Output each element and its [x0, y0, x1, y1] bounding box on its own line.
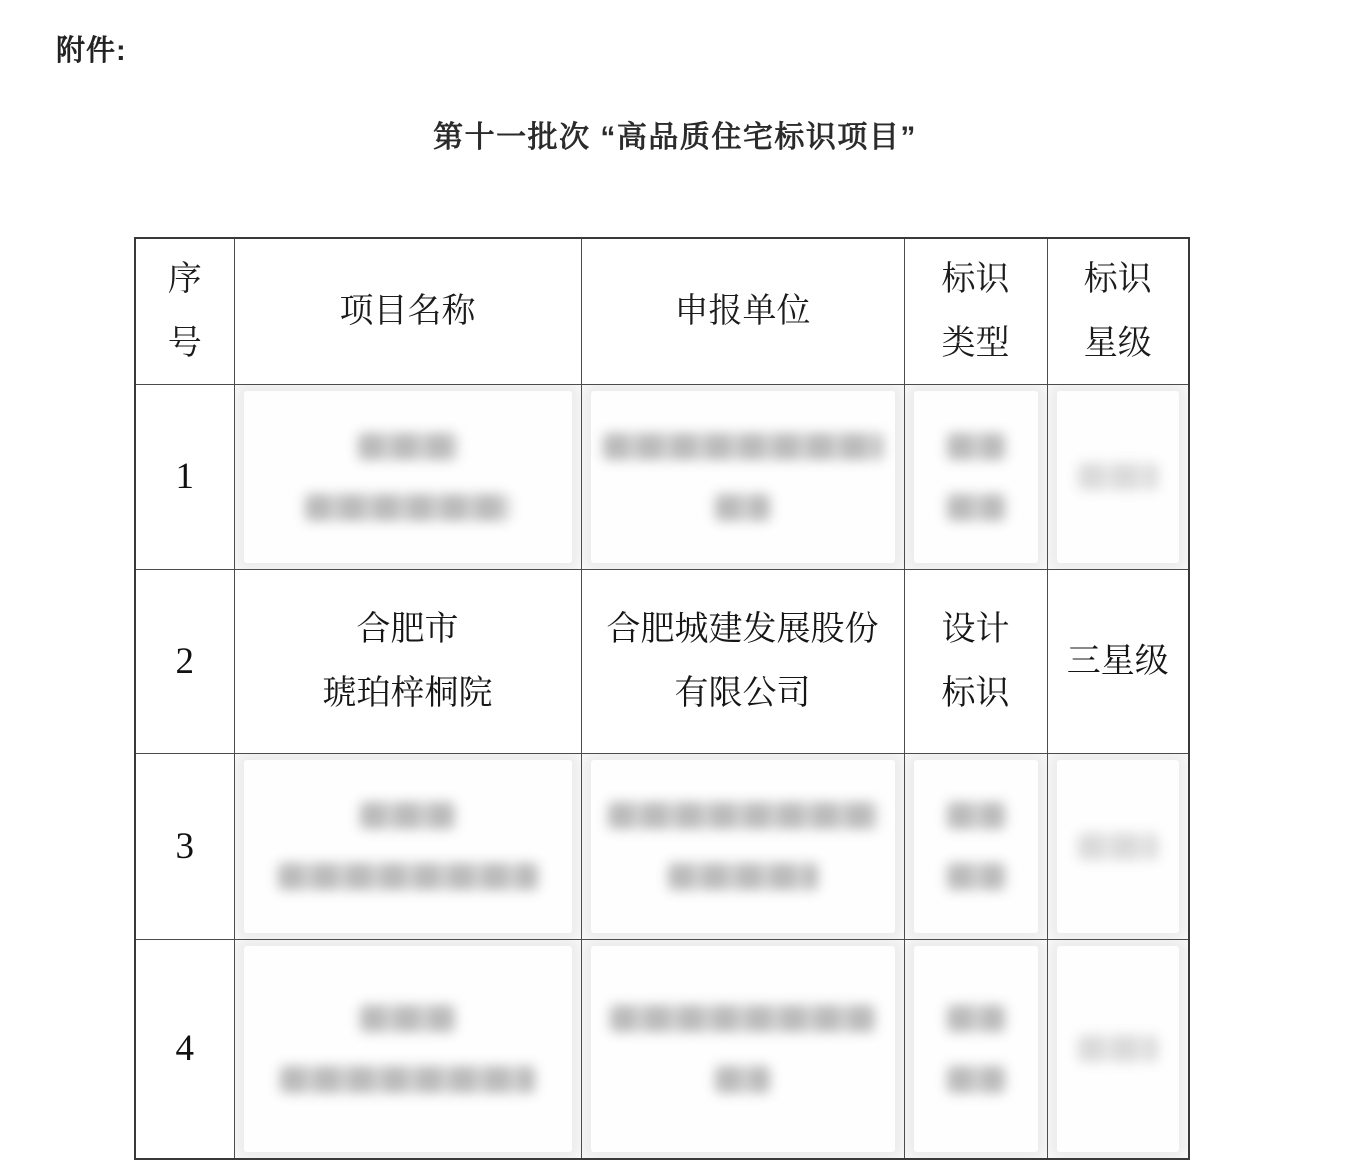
blurred-text-line	[1078, 833, 1158, 860]
header-project-name	[234, 238, 581, 384]
table-row	[135, 753, 1189, 939]
header-label: 标识	[941, 260, 1010, 298]
blurred-text-line	[1078, 1035, 1158, 1062]
blurred-text-line	[610, 1005, 875, 1032]
blurred-text-line	[947, 433, 1005, 460]
header-label: 号	[167, 324, 202, 362]
redacted-content	[914, 391, 1038, 563]
blurred-text-line	[603, 433, 883, 460]
header-label: 标识	[1083, 260, 1152, 298]
header-label: 类型	[941, 324, 1010, 362]
row-number: 3	[135, 753, 234, 939]
attachment-label: 附件:	[56, 35, 127, 67]
blurred-text-line	[358, 433, 458, 460]
redacted-content	[1057, 946, 1180, 1153]
cell-applicant	[581, 753, 904, 939]
table-row	[135, 939, 1189, 1159]
redacted-content	[1057, 760, 1180, 933]
redacted-content	[914, 760, 1038, 933]
cell-text: 三星级	[1066, 642, 1169, 680]
blurred-text-line	[947, 1005, 1005, 1032]
projects-table	[134, 237, 1190, 1160]
header-applicant	[581, 238, 904, 384]
cell-text: 有限公司	[674, 674, 811, 712]
blurred-text-line	[947, 802, 1005, 829]
cell-text: 设计	[941, 610, 1010, 648]
redacted-content	[591, 391, 895, 563]
cell-label-type	[904, 569, 1047, 753]
row-number: 1	[135, 384, 234, 569]
header-label: 序	[167, 260, 202, 298]
cell-project-name	[234, 939, 581, 1159]
blurred-text-line	[360, 802, 455, 829]
cell-applicant	[581, 569, 904, 753]
redacted-content	[244, 760, 572, 933]
blurred-text-line	[360, 1005, 455, 1032]
cell-text: 标识	[941, 674, 1010, 712]
cell-applicant	[581, 384, 904, 569]
row-number: 4	[135, 939, 234, 1159]
header-row	[135, 238, 1189, 384]
redacted-content	[244, 391, 572, 563]
blurred-text-line	[278, 863, 538, 890]
row-number: 2	[135, 569, 234, 753]
blurred-text-line	[947, 863, 1005, 890]
header-label: 项目名称	[339, 292, 476, 330]
table-row	[135, 384, 1189, 569]
redacted-content	[591, 946, 895, 1153]
blurred-text-line	[608, 802, 878, 829]
header-label-type	[904, 238, 1047, 384]
document-title: 第十一批次 “高品质住宅标识项目”	[433, 121, 917, 154]
redacted-content	[591, 760, 895, 933]
cell-star-rating	[1047, 569, 1189, 753]
redacted-content	[914, 946, 1038, 1153]
table-row	[135, 569, 1189, 753]
cell-star-rating	[1047, 939, 1189, 1159]
blurred-text-line	[947, 1066, 1005, 1093]
cell-project-name	[234, 569, 581, 753]
blurred-text-line	[305, 494, 510, 521]
blurred-text-line	[1078, 463, 1158, 490]
cell-star-rating	[1047, 384, 1189, 569]
redacted-content	[244, 946, 572, 1153]
cell-text: 合肥城建发展股份	[606, 610, 879, 648]
header-label: 申报单位	[674, 292, 811, 330]
header-label: 星级	[1083, 324, 1152, 362]
redacted-content	[1057, 391, 1180, 563]
cell-project-name	[234, 384, 581, 569]
cell-text: 琥珀梓桐院	[322, 674, 493, 712]
blurred-text-line	[668, 863, 818, 890]
cell-text: 合肥市	[356, 610, 459, 648]
blurred-text-line	[280, 1066, 535, 1093]
header-star-rating	[1047, 238, 1189, 384]
blurred-text-line	[947, 494, 1005, 521]
cell-applicant	[581, 939, 904, 1159]
cell-label-type	[904, 939, 1047, 1159]
blurred-text-line	[715, 1066, 770, 1093]
cell-project-name	[234, 753, 581, 939]
header-no	[135, 238, 234, 384]
blurred-text-line	[715, 494, 770, 521]
cell-star-rating	[1047, 753, 1189, 939]
cell-label-type	[904, 384, 1047, 569]
cell-label-type	[904, 753, 1047, 939]
